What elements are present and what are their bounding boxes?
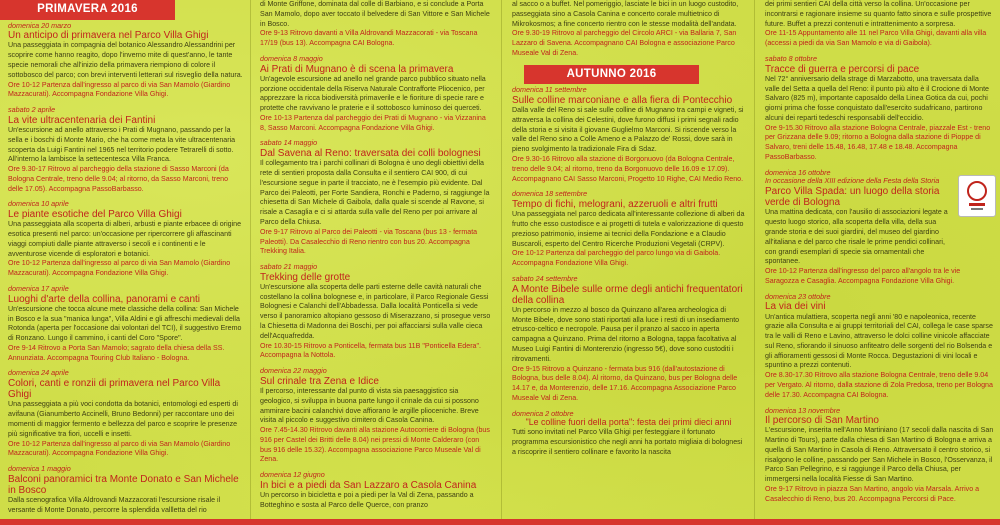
event-entry	[757, 169, 1000, 287]
autumn-header: AUTUNNO 2016	[524, 65, 699, 85]
event-meeting-info: Ore 9-15.30 Ritrovo alla stazione Bologna Centrale, piazzale Est - treno per Grizzana delle 9.09; ritorno a Bologna dalla stazione di Pioppe di Salvaro, treni delle 15.48, 16.48, 17.48 e 18.48. Accompagna PassoBarbasso.	[765, 123, 991, 161]
event-entry	[0, 285, 250, 364]
event-meeting-info: Ore 9-17 Ritrovo al Parco dei Paleotti - via Toscana (bus 13 - fermata Paleotti). Da Casalecchio di Reno rientro con bus 20. Accompagna Trekking Italia.	[260, 227, 478, 256]
spring-header: PRIMAVERA 2016	[0, 0, 175, 20]
event-title: Un anticipo di primavera nel Parco Villa Ghigi	[8, 30, 209, 42]
event-meeting-info: Ore 10-12 Partenza dall'ingresso al parco di via San Mamolo (Giardino Mazzacurati). Accompagna Fondazione Villa Ghigi.	[8, 259, 231, 278]
event-entry	[757, 407, 1000, 505]
event-body: Un'escursione alla scoperta delle parti esterne delle cavità naturali che costellano la collina bolognese e, in particolare, il Parco Regionale Gessi Bolognesi e Calanchi dell'Abbadessa. Dalla località Ponticella si vede verso il panoramico altopiano gessoso di Miserazzano, si prosegue verso la Chiesetta di Madonna dei Boschi, per poi affacciarsi sulla valle cieca dell'Acquafredda.	[260, 282, 491, 340]
event-meeting-info: Ore 9-17 Ritrovo in piazza San Martino, angolo via Marsala. Arrivo a Casalecchio di Reno, bus 20. Accompagna Percorsi di Pace.	[765, 485, 980, 503]
event-title: Sulle colline marconiane e alla fiera di Pontecchio	[512, 94, 733, 106]
event-body: Una mattina dedicata, con l'ausilio di associazioni legate a questo luogo storico, alla scoperta della villa, della sua grande storia e dei suoi giardini, del museo del giardino all'italiana e del parco che risale le prime pendici collinari, con grandi esemplari di specie sia ornamentali che spontanee.	[765, 208, 948, 266]
event-meeting-info: Ore 9-15 Ritrovo a Quinzano - fermata bus 916 (dall'autostazione di Bologna, bus delle 8.04). Al ritorno, da Quinzano, bus per Bologna delle 14.17 e, da Monterenzio, delle 17.16. Accompagna Associazione Parco Museale Val di Zena.	[512, 364, 738, 402]
event-date: domenica 17 aprile	[8, 283, 69, 293]
event-body: L'escursione, inserita nell'Anno Martiniano (17 secoli dalla nascita di San Martino di Tours), parte dalla chiesa di San Martino di Bologna e arriva a quella di San Martino in Casola di Reno. Attraversato il centro storico, si risalgono le colline, passando per San Michele in Bosco, l'Osservanza, il Parco San Pellegrino, e si raggiunge il Parco della Chiusa, per immergersi nella località Fiesse di San Martino.	[765, 426, 994, 484]
event-date: domenica 8 maggio	[260, 53, 323, 63]
event-date: domenica 13 novembre	[765, 405, 841, 415]
fold-line-3	[754, 0, 755, 525]
event-body: di Monte Griffone, dominata dal colle di Barbiano, e si conclude a Porta San Mamolo, dopo aver toccato il belvedere di San Vittore e San Michele in Bosco.	[260, 0, 490, 28]
event-body: Un'escursione ad anello attraverso i Prati di Mugnano, passando per la sella e i boschi di Monte Mario, che ha come meta la vite ultracentenaria scoperta da Luigi Fantini nel 1965 nel territorio podere Tetrarelli di sotto. All'interno la lambisce la settecentesca Villa Franca.	[8, 125, 236, 164]
event-preamble: In occasione della XIII edizione della Festa della Storia	[765, 176, 940, 186]
event-entry	[0, 465, 250, 516]
event-title: La vite ultracentenaria dei Fantini	[8, 114, 156, 126]
event-body: al sacco o a buffet. Nel pomeriggio, lasciate le bici in un luogo custodito, passeggiata sino a Casola Canina e concerto corale multietnico di Mikrokosmos; a fine concerto rientro con le stesse modalità dell'andata.	[512, 0, 739, 28]
event-meeting-info: Ore 10-12 Partenza dall'ingresso al parco di via San Mamolo (Giardino Mazzacurati). Accompagna Fondazione Villa Ghigi.	[8, 80, 231, 99]
event-title: Parco Villa Spada: un luogo della storia verde di Bologna	[765, 186, 940, 209]
event-meeting-info: Ore 10-12 Partenza dall'ingresso al parco di via San Mamolo (Giardino Mazzacurati). Accompagna Fondazione Villa Ghigi.	[8, 439, 231, 458]
festa-della-storia-logo	[958, 175, 996, 217]
fold-line-1	[250, 0, 251, 525]
event-meeting-info: Ore 9.30-19 Ritrovo al parcheggio del Circolo ARCI - via Ballaria 7, San Lazzaro di Savena. Accompagnano CAI Bologna e associazione Parco Museale Val di Zena.	[512, 29, 737, 57]
logo-graphic-icon	[962, 179, 992, 213]
event-entry	[252, 139, 498, 257]
event-body: Una passeggiata alla scoperta di alberi, arbusti e piante erbacee di origine esotica presenti nel parco: un'occasione per ripercorrere gli affascinanti viaggi compiuti dalle piante attraverso i secoli e i continenti e le avventurose vicende di esploratori e botanici.	[8, 220, 242, 258]
event-body: Il collegamento tra i parchi collinari di Bologna è uno degli obiettivi della rete di sentieri proposta dalla Consulta e il sentiero CAI 900, di cui l'escursione segue in parte il tracciato, ne è l'esempio più evidente. Dal Parco dei Paleotti, per Forte Sandiera, Ronchi e Paderno, si raggiunge la chiesetta di San Michele di Gaibola, dalla quale si scende al Ravone, si risale a Casaglia e ci si attarda sulla valle del Reno per poi arrivare al Parco della Chiusa.	[260, 159, 490, 226]
event-body: Tutti sono invitati nel Parco Villa Ghigi per festeggiare il fortunato programma escursionistico che negli anni ha portato migliaia di bolognesi a riscoprire il sentiero collinare e favorito la nascita	[512, 428, 743, 456]
event-title: Trekking delle grotte	[260, 271, 351, 283]
event-date: domenica 24 aprile	[8, 368, 69, 378]
event-body: Un'escursione che tocca alcune mete classiche della collina: San Michele in Bosco e la sua "manica lunga", Villa Aldini e gli affreschi medievali della Rotonda (aperta per l'occasione dai volontari del TCI), il suggestivo Eremo di Ronzano. Lungo il cammino, i canti del Coro "Spore".	[8, 304, 242, 343]
event-meeting-info: Ore 10-12 Partenza dall'ingresso del parco all'angolo tra le vie Saragozza e Casaglia. Accompagna Fondazione Villa Ghigi.	[765, 267, 961, 285]
event-date: domenica 1 maggio	[8, 464, 71, 474]
event-meeting-info: Ore 9.30-17 Ritrovo al parcheggio della stazione di Sasso Marconi (da Bologna Centrale, treno delle 9.04; al ritorno, da Sasso Marconi, treno delle 17.05). Accompagna PassoBarbasso.	[8, 165, 229, 193]
event-title: Le piante esotiche del Parco Villa Ghigi	[8, 209, 182, 221]
event-title: Tracce di guerra e percorsi di pace	[765, 63, 920, 75]
event-title: La via dei vini	[765, 301, 826, 313]
event-entry	[504, 190, 751, 269]
event-continuation	[757, 0, 1000, 49]
event-entry	[0, 200, 250, 279]
event-body: Dalla valle del Reno si sale sulle colline di Mugnano tra campi e vigneti, si attraversa la collina dei Celestini, dove furono diffusi i primi segnali radio della storia e si visita il giovane Guglielmo Marconi. Si riscende verso la valle del Reno sino a Colle Ameno e a Palazzo de' Rossi, dove sarà in pieno svolgimento la tradizionale Fira di Sdaz.	[512, 106, 744, 154]
event-date: domenica 18 settembre	[512, 189, 588, 199]
event-date: domenica 16 ottobre	[765, 167, 831, 177]
event-continuation	[252, 0, 498, 49]
event-meeting-info: Ore 10-13 Partenza dal parcheggio dei Prati di Mugnano - via Vizzanina 8, Sasso Marconi. Accompagna Fondazione Villa Ghigi.	[260, 113, 486, 132]
event-date: sabato 21 maggio	[260, 262, 318, 272]
event-body: Un'agevole escursione ad anello nel grande parco pubblico situato nella porzione occidentale della Riserva Naturale Contrafforte Pliocenico, per apprezzare la ricca biodiversità primaverile e le fioriture di specie rare e protette che ravvivano le praterie e il sottobosco luminoso dei querceti.	[260, 74, 486, 113]
event-date: domenica 22 maggio	[260, 366, 327, 376]
event-meeting-info: Ore 7.45-14.30 Ritrovo davanti alla stazione Autocorriere di Bologna (bus 916 per Castel dei Britti delle 8.04) nei pressi di Monte Calderaro (con bus 916 delle 15.32). Accompagna associazione Parco Museale Val di Zena.	[260, 426, 490, 464]
event-title: Ai Prati di Mugnano è di scena la primavera	[260, 63, 454, 75]
event-date: domenica 23 ottobre	[765, 291, 831, 301]
event-date: sabato 8 ottobre	[765, 53, 817, 63]
event-title: "Le colline fuori della porta": festa dei primi dieci anni	[525, 417, 732, 428]
event-body: Il percorso, interessante dal punto di vista sia paesaggistico sia geologico, si sviluppa in buona parte lungo il crinale da cui si possono ammirare bacini calanchivi dove affiorano le argille plioceniche. Breve visita al piccolo e suggestivo cimitero di Casola Canina.	[260, 386, 479, 425]
event-title: Dal Savena al Reno: traversata dei colli bolognesi	[260, 148, 481, 160]
event-entry	[0, 106, 250, 194]
event-entry	[504, 86, 751, 184]
event-meeting-info: Ore 9-14 Ritrovo a Porta San Mamolo; sagrato della chiesa della SS. Annunziata. Accompagna Touring Club Italiano - Bologna.	[8, 343, 225, 362]
fold-line-2	[501, 0, 502, 525]
event-date: domenica 12 giugno	[260, 470, 325, 480]
event-title: Sul crinale tra Zena e Idice	[260, 375, 379, 387]
event-body: Una passeggiata nel parco dedicata all'interessante collezione di alberi da frutto che esso custodisce e ai progetti di tutela e valorizzazione di questo prezioso patrimonio, insieme ai tecnici della Fondazione e a Claudio Buscaroli, esperto del Centro Ricerche Produzioni Vegetali (CRPV).	[512, 210, 745, 248]
event-entry	[504, 410, 751, 458]
event-entry	[252, 55, 498, 134]
column-spring-continued	[252, 0, 498, 525]
column-spring	[0, 0, 250, 525]
event-entry	[252, 367, 498, 465]
event-date: sabato 14 maggio	[260, 138, 318, 148]
event-title: A Monte Bibele sulle orme degli antichi frequentatori della collina	[512, 283, 743, 306]
event-entry	[504, 275, 751, 404]
event-body: Una passeggiata in compagnia del botanico Alessandro Alessandrini per scoprire come hanno reagito, dopo l'inverno mite di quest'anno, le tante specie nemorali che all'inizio della primavera riempiono di colore il sottobosco del parco; con brevi interventi letterari sul risveglio della natura.	[8, 41, 243, 79]
event-body: Nel 72° anniversario della strage di Marzabotto, una traversata dalla valle del Setta a quella del Reno: il punto più alto è il Crocione di Monte Salvaro (825 m), importante caposaldo della Linea Gotica da cui, pochi giorni prima che fosse conquistato dall'esercito sudafricano, partirono alcuni dei reparti tedeschi responsabili dell'eccidio.	[765, 74, 989, 122]
event-meeting-info: Ore 11-15 Appuntamento alle 11 nel Parco Villa Ghigi, davanti alla villa (accessi a piedi da via San Mamolo e via di Gaibola).	[765, 29, 987, 48]
event-meeting-info: Ore 10-12 Partenza dal parcheggio del parco lungo via di Gaibola. Accompagna Fondazione Villa Ghigi.	[512, 249, 721, 268]
event-date: domenica 10 aprile	[8, 199, 69, 209]
event-entry	[0, 22, 250, 101]
event-title: Balconi panoramici tra Monte Donato e San Michele in Bosco	[8, 473, 239, 496]
event-body: dei primi sentieri CAI della città verso la collina. Un'occasione per incontrarsi e ragionare insieme su quanto fatto sinora e sulle prospettive future. Buffet a prezzi contenuti e intrattenimento a sorpresa.	[765, 0, 992, 28]
event-meeting-info: Ore 9-13 Ritrovo davanti a Villa Aldrovandi Mazzacorati - via Toscana 17/19 (bus 13). Accompagna CAI Bologna.	[260, 29, 478, 48]
event-entry	[252, 471, 498, 510]
event-body: Un percorso in mezzo al bosco da Quinzano all'area archeologica di Monte Bibele, dove sono stati riportati alla luce i resti di un insediamento etrusco-celtico e necropole. Pausa per il pranzo al sacco in aperta campagna a Quinzano. Prima del ritorno a Bologna, tappa facoltativa al Museo Luigi Fantini di Monterenzio (ingresso 5€), dove sono custoditi i ritrovamenti.	[512, 305, 740, 363]
event-title: Tempo di fichi, melograni, azzeruoli e altri frutti	[512, 199, 718, 211]
event-body: Dalla scenografica Villa Aldrovandi Mazzacorati l'escursione risale il versante di Monte Donato, percorre la splendida vallletta del rio	[8, 496, 221, 514]
event-date: domenica 11 settembre	[512, 85, 587, 95]
event-entry	[252, 263, 498, 361]
event-entry	[757, 55, 1000, 163]
event-title: Il percorso di San Martino	[765, 415, 879, 427]
event-date: domenica 20 marzo	[8, 20, 72, 30]
event-meeting-info: Ore 10.30-15 Ritrovo a Ponticella, fermata bus 11B "Ponticella Edera". Accompagna la Nottola.	[260, 341, 481, 360]
bottom-stripe	[0, 519, 1000, 525]
event-meeting-info: Ore 8.30-17.30 Ritrovo alla stazione Bologna Centrale, treno delle 9.04 per Vergato. Al ritorno, dalla stazione di Zola Predosa, treno per Bologna delle 17.30. Accompagna CAI Bologna.	[765, 371, 993, 399]
event-entry	[757, 293, 1000, 401]
event-date: sabato 2 aprile	[8, 105, 56, 115]
event-body: Una passeggiata a più voci condotta da botanici, entomologi ed esperti di avifauna (Gianumberto Accinelli, Bruno Bedonni) per raccontare uno dei momenti di maggior fermento e bellezza del parco e scoprire le presenze più significative tra fiori, uccelli e insetti.	[8, 400, 238, 438]
event-date: domenica 2 ottobre	[512, 408, 574, 418]
column-autumn-continued	[757, 0, 1000, 525]
column-autumn	[504, 0, 751, 525]
event-body: Un percorso in bicicletta e poi a piedi per la Val di Zena, passando a Botteghino e sosta al Parco delle Querce, con pranzo	[260, 491, 474, 509]
event-title: Luoghi d'arte della collina, panorami e canti	[8, 293, 201, 305]
event-date: sabato 24 settembre	[512, 273, 578, 283]
event-title: Colori, canti e ronzii di primavera nel Parco Villa Ghigi	[8, 378, 221, 401]
event-continuation	[504, 0, 751, 59]
event-meeting-info: Ore 9.30-16 Ritrovo alla stazione di Borgonuovo (da Bologna Centrale, treno delle 9.04; al ritorno, treno da Borgonuovo delle 16.09 e 17.09). Accompagnano CAI Sasso Marconi, Progetto 10 Righe, CAI Medio Reno.	[512, 155, 744, 183]
event-title: In bici e a piedi da San Lazzaro a Casola Canina	[260, 479, 477, 491]
event-entry	[0, 369, 250, 459]
event-body: Un'antica mulattiera, scoperta negli anni '80 e napoleonica, recente grazie alla Consulta e ai gruppi territoriali del CAI, collega le case sparse tra le valli di Reno e Lavino, attraverso le dolci colline vinicole affacciate sul Reno, sfiorando il sinuoso anfiteatro delle sorgenti del rio Bolsenda e gli affioramenti gessosi di Monte Rocca. Degustazioni di vini locali e spuntino a prezzi contenuti.	[765, 312, 993, 370]
